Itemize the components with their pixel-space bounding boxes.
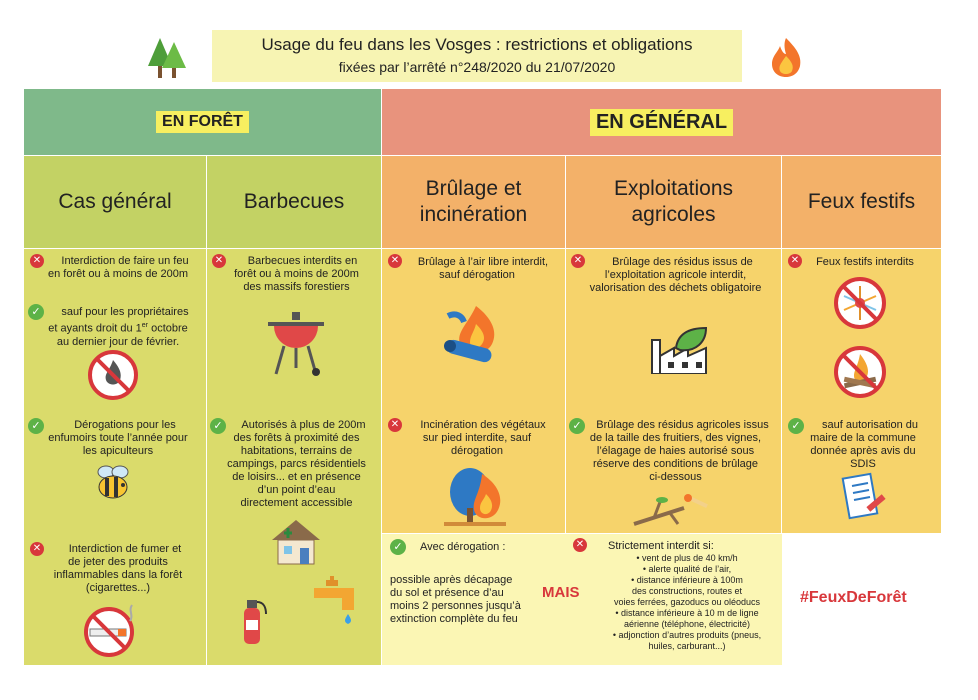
cross-icon: ✕	[30, 542, 44, 556]
section-header-general	[382, 89, 941, 155]
strict-item: • distance inférieure à 100m	[631, 575, 743, 585]
cross-icon: ✕	[388, 254, 402, 268]
title-line-1: Usage du feu dans les Vosges : restrictions et obligations	[261, 35, 693, 54]
derogation-text: possible après décapage du sol et présence d’au moins 2 personnes jusqu’à extinction complète du feu	[390, 574, 521, 625]
hashtag: #FeuxDeForêt	[800, 589, 907, 606]
cas-general-rule-4: Interdiction de fumer et de jeter des produits inflammables dans la forêt (cigarettes...)	[53, 543, 183, 594]
factory-leaf-icon	[648, 326, 710, 374]
barbecues-rule-1: Barbecues interdits en forêt ou à moins de 200m des massifs forestiers	[234, 255, 359, 293]
water-tap-icon	[312, 574, 368, 626]
brulage-rule-2: Incinération des végétaux sur pied interdite, sauf dérogation	[420, 419, 546, 457]
strict-heading: Strictement interdit si:	[608, 540, 714, 552]
document-pen-icon	[838, 470, 888, 522]
house-icon	[270, 516, 322, 568]
column-header-barbecues: Barbecues	[207, 156, 381, 248]
no-fireworks-icon	[830, 276, 890, 330]
cas-general-rule-1: Interdiction de faire un feu en forêt ou à moins de 200m	[47, 255, 189, 280]
exploitations-rule-2: Brûlage des résidus agricoles issus de la taille des fruitiers, des vignes, l’élagage de haies autorisé sous réserve des conditions de brûlage ci-dessous	[589, 419, 769, 483]
cross-icon: ✕	[212, 254, 226, 268]
derogation-heading: Avec dérogation :	[420, 541, 506, 553]
cross-icon: ✕	[30, 254, 44, 268]
strict-item: • adjonction d’autres produits (pneus,	[612, 630, 762, 640]
column-header-cas-general: Cas général	[24, 156, 206, 248]
flame-icon	[766, 36, 806, 78]
burning-log-icon	[442, 302, 508, 366]
strict-item: • vent de plus de 40 km/h	[636, 553, 738, 563]
check-icon: ✓	[28, 304, 44, 320]
cas-general-rule-2: sauf pour les propriétaires et ayants droit du 1er octobre au dernier jour de février.	[48, 306, 189, 348]
branch-match-icon	[630, 492, 714, 528]
section-header-foret	[24, 89, 381, 155]
cross-icon: ✕	[388, 418, 402, 432]
strict-item: • alerte qualité de l’air,	[642, 564, 732, 574]
feux-festifs-rule-2: sauf autorisation du maire de la commune donnée après avis du SDIS	[810, 419, 918, 470]
exploitations-rule-1: Brûlage des résidus issus de l’exploitation agricole interdit, valorisation des déchets obligatoire	[589, 256, 762, 294]
no-fire-icon	[88, 350, 138, 400]
burning-tree-icon	[442, 464, 508, 526]
cross-icon: ✕	[571, 254, 585, 268]
brulage-rule-1: Brûlage à l’air libre interdit, sauf dérogation	[417, 256, 549, 281]
mais-label: MAIS	[542, 584, 580, 601]
bee-icon	[92, 462, 134, 502]
no-bonfire-icon	[830, 344, 890, 400]
check-icon: ✓	[569, 418, 585, 434]
page-title	[212, 30, 742, 82]
check-icon: ✓	[788, 418, 804, 434]
check-icon: ✓	[390, 539, 406, 555]
cross-icon: ✕	[788, 254, 802, 268]
feux-festifs-rule-1: Feux festifs interdits	[816, 256, 914, 268]
barbecues-rule-2: Autorisés à plus de 200m des forêts à proximité des habitations, terrains de campings, parcs résidentiels de loisirs... et en présence d’un point d’eau directement accessible	[227, 419, 366, 509]
title-line-2: fixées par l’arrêté n°248/2020 du 21/07/2020	[338, 59, 616, 75]
column-header-exploitations: Exploitations agricoles	[566, 156, 781, 248]
strict-item: • distance inférieure à 10 m de ligne	[615, 608, 759, 618]
strict-list: • vent de plus de 40 km/h • alerte qualité de l’air, • distance inférieure à 100m des constructions, routes et voies ferrées, gazoducs ou oléoducs • distance inférieure à 10 m de ligne aérienne (téléphone, électricité) • adjonction d’autres produits (pneus, huiles, carburant...)	[592, 553, 782, 652]
trees-icon	[146, 36, 188, 80]
section-general-label: EN GÉNÉRAL	[590, 109, 733, 136]
column-header-brulage: Brûlage et incinération	[382, 156, 565, 248]
cas-general-rule-3: Dérogations pour les enfumoirs toute l’année pour les apiculteurs	[48, 419, 188, 457]
column-header-feux-festifs: Feux festifs	[782, 156, 941, 248]
cross-icon: ✕	[573, 538, 587, 552]
check-icon: ✓	[210, 418, 226, 434]
check-icon: ✓	[28, 418, 44, 434]
section-foret-label: EN FORÊT	[156, 111, 249, 133]
barbecue-icon	[266, 308, 326, 378]
fire-extinguisher-icon	[236, 594, 268, 646]
no-smoking-icon	[82, 603, 140, 657]
